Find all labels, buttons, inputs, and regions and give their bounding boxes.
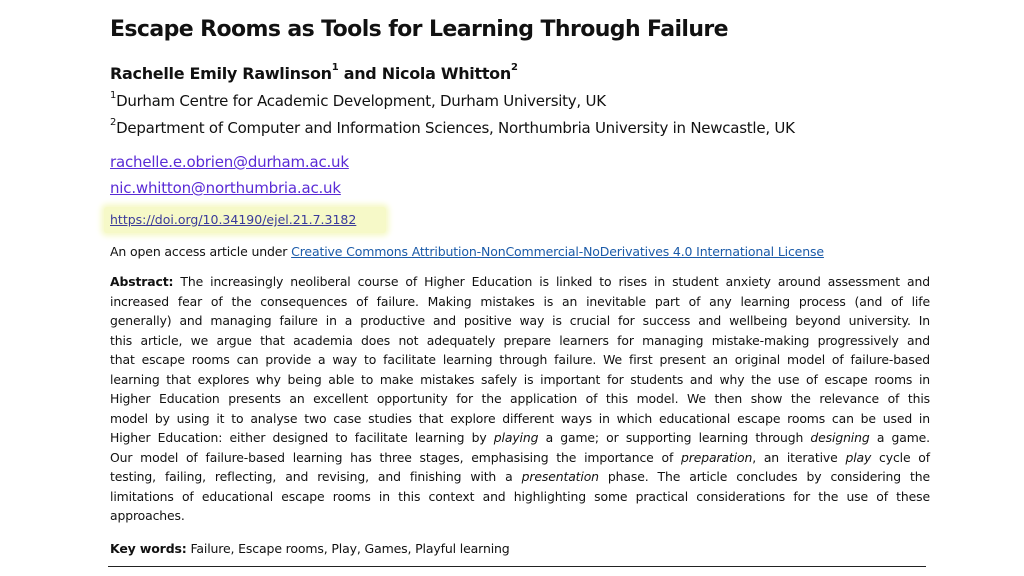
author-affiliation-marker: 1	[331, 62, 339, 73]
abstract-text: cycle of	[871, 449, 930, 465]
abstract-text: a game; or supporting learning through	[538, 430, 811, 445]
abstract-line: approaches.	[110, 508, 185, 523]
abstract-emphasis: play	[845, 449, 872, 465]
keywords-text: Failure, Escape rooms, Play, Games, Playful learning	[186, 541, 510, 556]
email-link[interactable]: nic.whitton@northumbria.ac.uk	[110, 179, 341, 197]
abstract-text: Our model of failure-based learning has three stages, emphasising the importance of	[110, 449, 682, 465]
abstract-emphasis: presentation	[521, 469, 599, 484]
abstract-label: Abstract:	[110, 274, 174, 289]
abstract-line: Higher Education presents an excellent opportunity for the application of this model. We then show the relevance of this	[110, 391, 930, 406]
abstract-line: increased fear of the consequences of failure. Making mistakes is an inevitable part of any learning process (and of life	[110, 293, 930, 309]
email-link[interactable]: rachelle.e.obrien@durham.ac.uk	[110, 153, 349, 171]
affiliation	[110, 92, 606, 110]
author-affiliation-marker: 2	[510, 62, 518, 73]
abstract-line	[110, 272, 930, 292]
author-name: Nicola Whitton	[381, 64, 511, 83]
abstract-line	[110, 467, 930, 487]
license-statement	[110, 244, 824, 259]
abstract-text: phase. The article concludes by considering the	[598, 469, 930, 484]
keywords	[110, 541, 510, 556]
keywords-label: Key words:	[110, 541, 187, 556]
abstract-line	[110, 428, 930, 448]
abstract-line	[110, 448, 930, 468]
abstract-line: generally) and managing failure in a productive and positive way is crucial for success and wellbeing beyond university. In	[110, 313, 930, 328]
author-connector: and	[338, 64, 382, 83]
doi-link[interactable]: https://doi.org/10.34190/ejel.21.7.3182	[110, 212, 357, 227]
divider	[108, 566, 926, 567]
affiliation-text: Department of Computer and Information Sciences, Northumbria University in Newcastle, UK	[116, 119, 795, 137]
affiliation-marker: 2	[110, 117, 117, 128]
author-name: Rachelle Emily Rawlinson	[110, 64, 332, 83]
abstract-line: that escape rooms can provide a way to facilitate learning through failure. We first present an original model of failure-based	[110, 352, 930, 367]
license-link[interactable]: Creative Commons Attribution-NonCommercial-NoDerivatives 4.0 International License	[291, 244, 824, 259]
author-list	[110, 64, 518, 83]
abstract-text: Higher Education: either designed to facilitate learning by	[110, 430, 494, 445]
abstract-text: The increasingly neoliberal course of Higher Education is linked to rises in student anxiety around assessment and	[173, 274, 930, 289]
abstract-emphasis: preparation	[681, 449, 753, 465]
paper-title: Escape Rooms as Tools for Learning Through Failure	[110, 17, 728, 42]
abstract-text: testing, failing, reflecting, and revising, and finishing with a	[110, 469, 522, 484]
abstract	[110, 272, 930, 526]
affiliation-marker: 1	[110, 90, 117, 101]
affiliation-text: Durham Centre for Academic Development, Durham University, UK	[116, 92, 606, 110]
abstract-line: this article, we argue that academia does not adequately prepare learners for managing mistake-making progressively and	[110, 332, 930, 348]
license-prefix: An open access article under	[110, 244, 292, 259]
abstract-text: a game.	[869, 430, 930, 445]
abstract-line: limitations of educational escape rooms in this context and highlighting some practical considerations for the use of these	[110, 488, 930, 504]
affiliation	[110, 119, 795, 137]
abstract-text: , an iterative	[752, 449, 846, 465]
abstract-line: model by using it to analyse two case studies that explore different ways in which educational escape rooms can be used in	[110, 410, 930, 426]
abstract-emphasis: playing	[493, 430, 539, 445]
abstract-emphasis: designing	[810, 430, 870, 445]
abstract-line: learning that explores why being able to make mistakes safely is important for students and why the use of escape rooms in	[110, 371, 930, 387]
